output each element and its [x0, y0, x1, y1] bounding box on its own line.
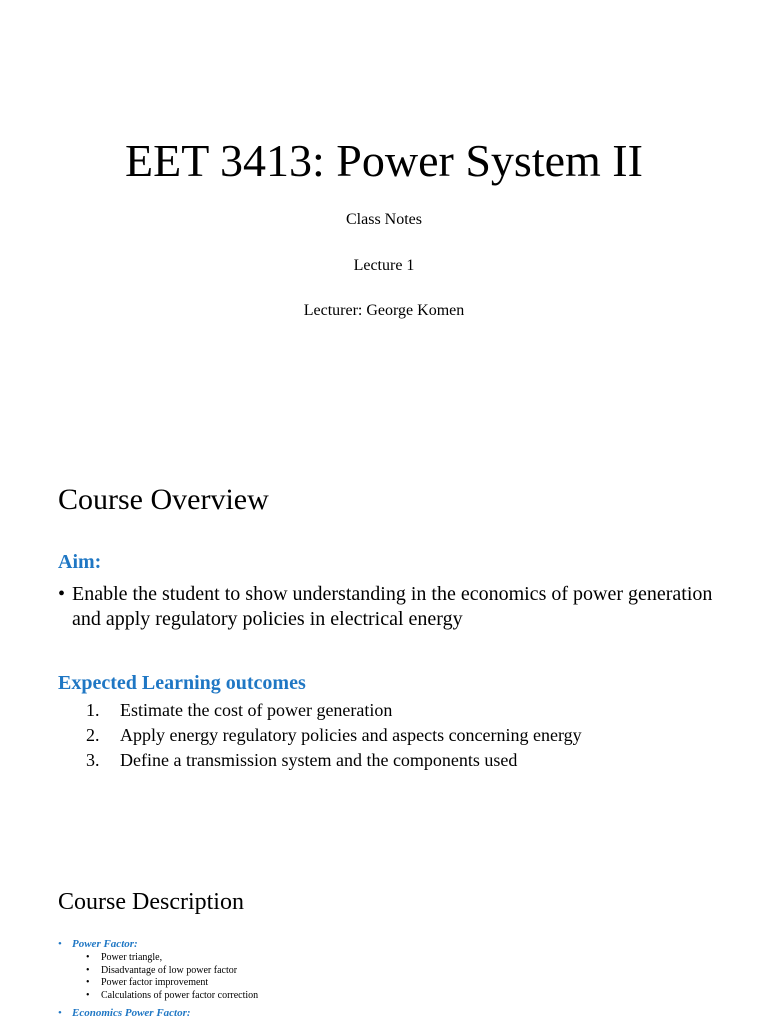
- aim-heading: Aim:: [58, 551, 102, 573]
- description-slide: [0, 880, 768, 1024]
- bullet-icon: •: [86, 952, 90, 963]
- list-item-text: Power triangle,: [101, 952, 163, 963]
- bullet-icon: •: [86, 964, 90, 976]
- topic-item: [58, 938, 138, 951]
- list-item-text: Apply energy regulatory policies and aspects concerning energy: [120, 725, 582, 745]
- class-notes-label: Class Notes: [346, 211, 422, 228]
- list-item-text: Estimate the cost of power generation: [120, 700, 393, 720]
- list-item-text: Calculations of power factor correction: [101, 989, 259, 1001]
- page-title: EET 3413: Power System II: [125, 135, 643, 186]
- subtopic-list: [86, 952, 258, 1002]
- topic-title: Power Factor:: [72, 938, 138, 950]
- list-item: [86, 952, 258, 965]
- aim-bullet-item: [58, 582, 718, 632]
- bullet-icon: •: [58, 1007, 62, 1019]
- list-item: [86, 723, 582, 748]
- bullet-icon: •: [86, 977, 90, 988]
- list-item: [86, 698, 582, 723]
- list-item: [86, 965, 258, 978]
- outcomes-heading: Expected Learning outcomes: [58, 672, 306, 694]
- topic-item: [58, 1007, 191, 1020]
- title-slide: [0, 0, 768, 400]
- bullet-icon: •: [58, 938, 62, 950]
- topic-title: Economics Power Factor:: [72, 1007, 191, 1019]
- bullet-icon: •: [86, 989, 90, 1001]
- bullet-icon: •: [58, 583, 66, 605]
- overview-heading: Course Overview: [58, 483, 269, 516]
- outcomes-list: [86, 698, 582, 773]
- aim-text: Enable the student to show understanding in the economics of power generation and apply regulatory policies in electrical energy: [72, 583, 713, 630]
- list-item-text: Define a transmission system and the components used: [120, 750, 518, 770]
- list-item: [86, 748, 582, 773]
- list-item: [86, 990, 258, 1003]
- description-heading: Course Description: [58, 889, 244, 915]
- lecturer-label: Lecturer: George Komen: [303, 302, 465, 319]
- list-item-text: Disadvantage of low power factor: [101, 964, 238, 976]
- list-number: 1.: [86, 700, 100, 720]
- list-number: 3.: [86, 750, 100, 770]
- list-item-text: Power factor improvement: [101, 977, 209, 988]
- list-number: 2.: [86, 725, 100, 745]
- overview-slide: [0, 470, 768, 810]
- lecture-label: Lecture 1: [353, 257, 415, 274]
- list-item: [86, 977, 258, 990]
